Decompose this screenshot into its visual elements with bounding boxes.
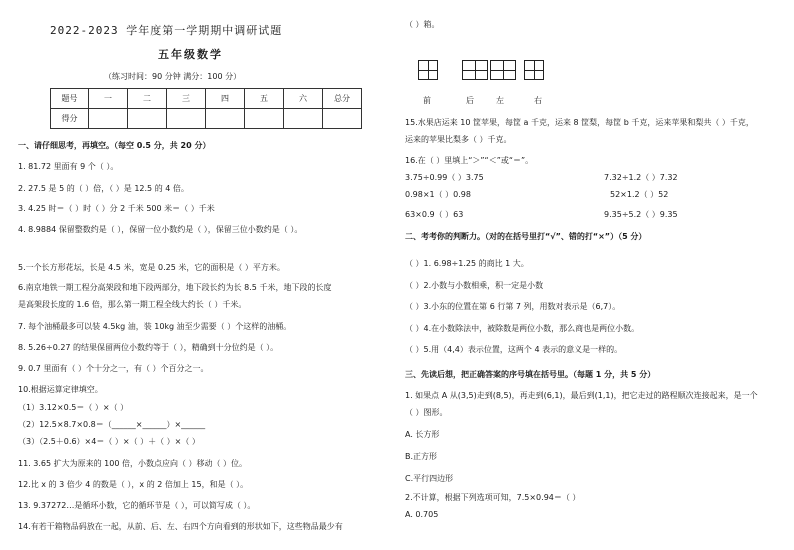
view-label: 左 xyxy=(496,96,504,105)
question-line: （1）3.12×0.5＝（ ）×（ ） xyxy=(18,403,129,412)
question-line: 1. 81.72 里面有 9 个（ ）。 xyxy=(18,162,119,171)
question-line: 2.不计算，根据下列选项可知，7.5×0.94＝（ ） xyxy=(405,493,581,502)
compare-item: 0.98×1（ ）0.98 xyxy=(405,190,471,199)
question-line: （3）（2.5＋0.6）×4＝（ ）×（ ）＋（ ）×（ ） xyxy=(18,437,200,446)
question-line: 3. 4.25 时＝（ ）时（ ）分 2 千米 500 米＝（ ）千米 xyxy=(18,204,215,213)
score-cell[interactable] xyxy=(89,109,128,129)
exam-meta: （练习时间：90 分钟 满分：100 分） xyxy=(104,72,242,81)
exam-subtitle: 五年级数学 xyxy=(158,48,223,61)
score-table-row xyxy=(51,109,362,129)
score-header-cell: 题号 xyxy=(51,89,89,109)
view-label: 后 xyxy=(466,96,474,105)
score-table-header-row xyxy=(51,89,362,109)
question-line: （ ）箱。 xyxy=(405,20,440,29)
score-cell[interactable] xyxy=(167,109,206,129)
score-cell[interactable] xyxy=(284,109,323,129)
question-line: 12.比 x 的 3 倍少 4 的数是（ ），x 的 2 倍加上 15，和是（ ）。 xyxy=(18,480,249,489)
question-line: 16.在（ ）里填上“＞”“＜”或“＝”。 xyxy=(405,156,534,165)
question-line: 1. 如果点 A 从(3,5)走到(8,5)，再走到(6,1)，最后到(1,1)，把它走过的路程顺次连接起来，是一个 xyxy=(405,391,758,400)
option-item: C.平行四边形 xyxy=(405,474,454,483)
question-line: （ ）图形。 xyxy=(405,408,448,417)
question-line: 11. 3.65 扩大为原来的 100 倍，小数点应向（ ）移动（ ）位。 xyxy=(18,459,248,468)
judge-item: （ ）1. 6.98÷1.25 的商比 1 大。 xyxy=(405,259,529,268)
score-header-cell: 六 xyxy=(284,89,323,109)
option-item: B.正方形 xyxy=(405,452,438,461)
score-cell[interactable] xyxy=(323,109,362,129)
score-header-cell: 三 xyxy=(167,89,206,109)
option-item: A. 长方形 xyxy=(405,430,440,439)
score-header-cell: 五 xyxy=(245,89,284,109)
question-line: 14.有若干箱物品码放在一起，从前、后、左、右四个方向看到的形状如下，这些物品最少有 xyxy=(18,522,343,531)
section-2-heading: 二、考考你的判断力。（对的在括号里打“√”、错的打“×”）（5 分） xyxy=(405,232,647,241)
question-line: 6.南京地铁一期工程分高架段和地下段两部分，地下段长约为长 8.5 千米，地下段的长度 xyxy=(18,283,332,292)
judge-item: （ ）3.小东的位置在第 6 行第 7 列，用数对表示是（6,7）。 xyxy=(405,302,621,311)
section-3-heading: 三、先读后想，把正确答案的序号填在括号里。（每题 1 分，共 5 分） xyxy=(405,370,656,379)
question-line: 运来的苹果比梨多（ ）千克。 xyxy=(405,135,512,144)
view-grid-icon xyxy=(490,60,516,80)
exam-title: 2022-2023 学年度第一学期期中调研试题 xyxy=(50,24,283,37)
view-label: 前 xyxy=(423,96,431,105)
question-line: 5.一个长方形花坛，长是 4.5 米，宽是 0.25 米，它的面积是（ ）平方米。 xyxy=(18,263,285,272)
question-line: 13. 9.37272…是循环小数，它的循环节是（ ），可以简写成（ ）。 xyxy=(18,501,256,510)
judge-item: （ ）5.用（4,4）表示位置，这两个 4 表示的意义是一样的。 xyxy=(405,345,623,354)
compare-item: 9.35÷5.2（ ）9.35 xyxy=(604,210,678,219)
judge-item: （ ）2.小数与小数相乘，积一定是小数 xyxy=(405,281,544,290)
question-line: 4. 8.9884 保留整数约是（ ），保留一位小数约是（ ），保留三位小数约是（ ）。 xyxy=(18,225,303,234)
compare-item: 3.75÷0.99（ ）3.75 xyxy=(405,173,484,182)
section-1-heading: 一、请仔细思考，再填空。（每空 0.5 分，共 20 分） xyxy=(18,141,211,150)
score-table xyxy=(50,88,362,129)
score-cell[interactable] xyxy=(128,109,167,129)
question-line: 8. 5.26÷0.27 的结果保留两位小数约等于（ ），精确到十分位约是（ ）。 xyxy=(18,343,279,352)
view-grid-icon xyxy=(524,60,544,80)
question-line: 10.根据运算定律填空。 xyxy=(18,385,103,394)
option-item: A. 0.705 xyxy=(405,510,439,519)
question-line: 9. 0.7 里面有（ ）个十分之一，有（ ）个百分之一。 xyxy=(18,364,209,373)
score-cell[interactable] xyxy=(206,109,245,129)
question-line: 2. 27.5 是 5 的（ ）倍，（ ）是 12.5 的 4 倍。 xyxy=(18,184,189,193)
score-header-cell: 二 xyxy=(128,89,167,109)
compare-item: 52×1.2（ ）52 xyxy=(610,190,669,199)
view-grid-icon xyxy=(462,60,488,80)
score-cell[interactable] xyxy=(245,109,284,129)
score-header-cell: 四 xyxy=(206,89,245,109)
view-label: 右 xyxy=(534,96,542,105)
compare-item: 63×0.9（ ）63 xyxy=(405,210,464,219)
question-line: 15.水果店运来 10 筐苹果，每筐 a 千克，运来 8 筐梨，每筐 b 千克，运来苹果和梨共（ ）千克， xyxy=(405,118,754,127)
compare-item: 7.32÷1.2（ ）7.32 xyxy=(604,173,678,182)
judge-item: （ ）4.在小数除法中，被除数是两位小数，那么商也是两位小数。 xyxy=(405,324,640,333)
question-line: （2）12.5×8.7×0.8＝（______×______）×______ xyxy=(18,420,206,429)
question-line: 是高架段长度的 1.6 倍，那么第一期工程全线大约长（ ）千米。 xyxy=(18,300,247,309)
question-line: 7. 每个油桶最多可以装 4.5kg 油，装 10kg 油至少需要（ ）个这样的油桶。 xyxy=(18,322,292,331)
score-header-cell: 一 xyxy=(89,89,128,109)
view-grid-icon xyxy=(418,60,438,80)
score-row-label: 得分 xyxy=(51,109,89,129)
score-header-cell: 总分 xyxy=(323,89,362,109)
